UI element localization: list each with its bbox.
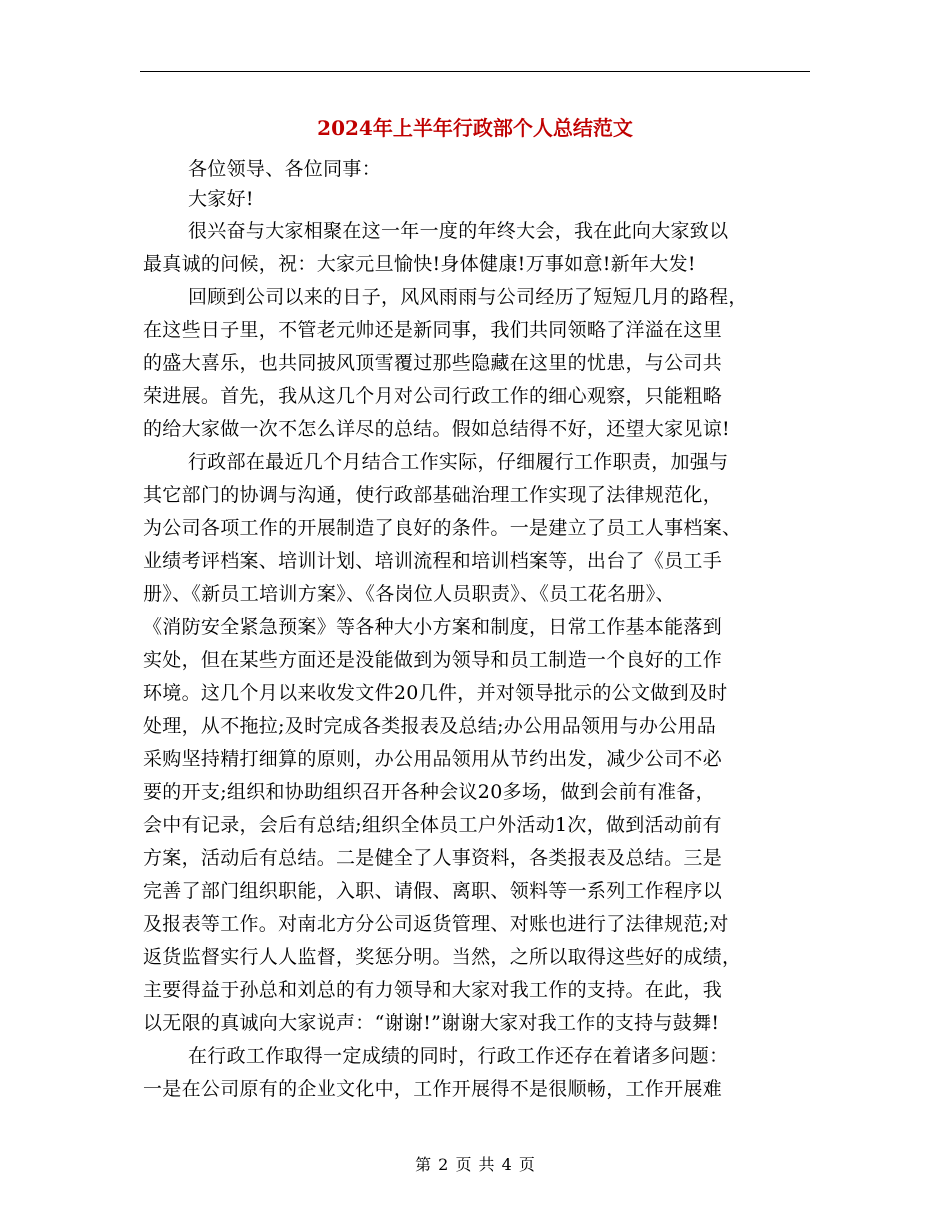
body-line: 方案，活动后有总结。二是健全了人事资料，各类报表及总结。三是 [143, 847, 723, 869]
body-line: 各位领导、各位同事： [188, 158, 382, 180]
body-line: 荣进展。首先，我从这几个月对公司行政工作的细心观察，只能粗略 [143, 385, 723, 407]
body-line: 行政部在最近几个月结合工作实际，仔细履行工作职责，加强与 [188, 451, 729, 473]
page-number-footer: 第 2 页 共 4 页 [415, 1155, 535, 1174]
body-line: 环境。这几个月以来收发文件20几件，并对领导批示的公文做到及时 [143, 682, 728, 704]
body-line: 返货监督实行人人监督，奖惩分明。当然，之所以取得这些好的成绩， [143, 946, 742, 968]
body-line: 《消防安全紧急预案》等各种大小方案和制度，日常工作基本能落到 [143, 616, 723, 638]
body-line: 要的开支;组织和协助组织召开各种会议20多场，做到会前有准备， [143, 781, 715, 803]
body-line: 最真诚的问候，祝：大家元旦愉快!身体健康!万事如意!新年大发! [143, 253, 696, 275]
body-line: 大家好! [188, 188, 254, 210]
header-rule [140, 71, 810, 72]
body-line: 会中有记录，会后有总结;组织全体员工户外活动1次，做到活动前有 [143, 814, 722, 836]
body-line: 实处，但在某些方面还是没能做到为领导和员工制造一个良好的工作 [143, 649, 723, 671]
body-line: 很兴奋与大家相聚在这一年一度的年终大会，我在此向大家致以 [188, 220, 729, 242]
body-line: 的给大家做一次不怎么详尽的总结。假如总结得不好，还望大家见谅! [143, 418, 730, 440]
body-line: 业绩考评档案、培训计划、培训流程和培训档案等，出台了《员工手 [143, 550, 723, 572]
body-line: 的盛大喜乐，也共同披风顶雪覆过那些隐藏在这里的忧患，与公司共 [143, 352, 723, 374]
body-line: 完善了部门组织职能，入职、请假、离职、领料等一系列工作程序以 [143, 880, 723, 902]
body-line: 在行政工作取得一定成绩的同时，行政工作还存在着诸多问题： [188, 1045, 729, 1067]
body-line: 处理，从不拖拉;及时完成各类报表及总结;办公用品领用与办公用品 [143, 715, 717, 737]
body-line: 采购坚持精打细算的原则，办公用品领用从节约出发，减少公司不必 [143, 748, 723, 770]
body-line: 为公司各项工作的开展制造了良好的条件。一是建立了员工人事档案、 [143, 517, 742, 539]
body-line: 以无限的真诚向大家说声：“谢谢!”谢谢大家对我工作的支持与鼓舞! [143, 1012, 720, 1034]
document-title: 2024年上半年行政部个人总结范文 [317, 116, 633, 140]
body-line: 一是在公司原有的企业文化中，工作开展得不是很顺畅，工作开展难 [143, 1078, 723, 1100]
body-line: 册》、《新员工培训方案》、《各岗位人员职责》、《员工花名册》、 [143, 583, 675, 605]
body-line: 其它部门的协调与沟通，使行政部基础治理工作实现了法律规范化， [143, 484, 723, 506]
body-line: 主要得益于孙总和刘总的有力领导和大家对我工作的支持。在此，我 [143, 979, 723, 1001]
body-line: 在这些日子里，不管老元帅还是新同事，我们共同领略了洋溢在这里 [143, 319, 723, 341]
body-line: 回顾到公司以来的日子，风风雨雨与公司经历了短短几月的路程， [188, 286, 748, 308]
body-line: 及报表等工作。对南北方分公司返货管理、对账也进行了法律规范;对 [143, 913, 729, 935]
